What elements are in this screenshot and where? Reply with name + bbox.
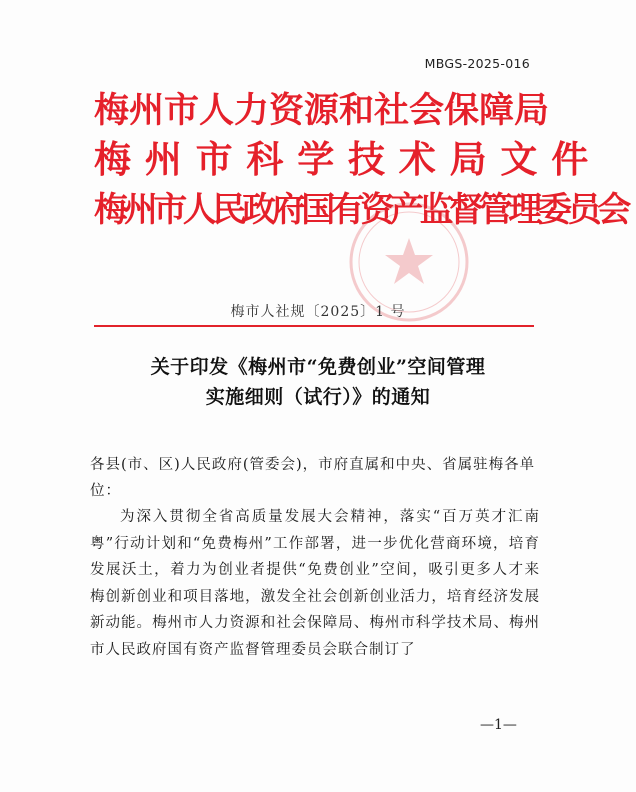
issuer-header-line-3: 梅州市人民政府国有资产监督管理委员会 [94, 190, 627, 230]
issuer-header-line-1: 梅州市人力资源和社会保障局 [94, 90, 550, 131]
document-number: 梅市人社规〔2025〕1 号 [230, 304, 406, 320]
addressee-paragraph: 各县(市、区)人民政府(管委会)，市府直属和中央、省属驻梅各单位： [90, 457, 536, 499]
body-paragraph: 为深入贯彻全省高质量发展大会精神，落实“百万英才汇南粤”行动计划和“免费梅州”工作部署，进一步优化营商环境，培育发展沃土，着力为创业者提供“免费创业”空间，吸引更多人才来梅创新创业和项目落地，激发全社会创新创业活力，培育经济发展新动能。梅州市人力资源和社会保障局、梅州市科学技术局、梅州市人民政府国有资产监督管理委员会联合制订了 [90, 509, 540, 658]
document-code: MBGS-2025-016 [424, 56, 530, 71]
issuer-header-line-2: 梅州市科学技术局文件 [94, 137, 602, 181]
red-divider-line [94, 325, 534, 327]
notice-title-line-1: 关于印发《梅州市“免费创业”空间管理 [150, 356, 486, 378]
notice-title-line-2: 实施细则（试行）》的通知 [205, 386, 431, 408]
page-number: —1— [480, 717, 517, 733]
